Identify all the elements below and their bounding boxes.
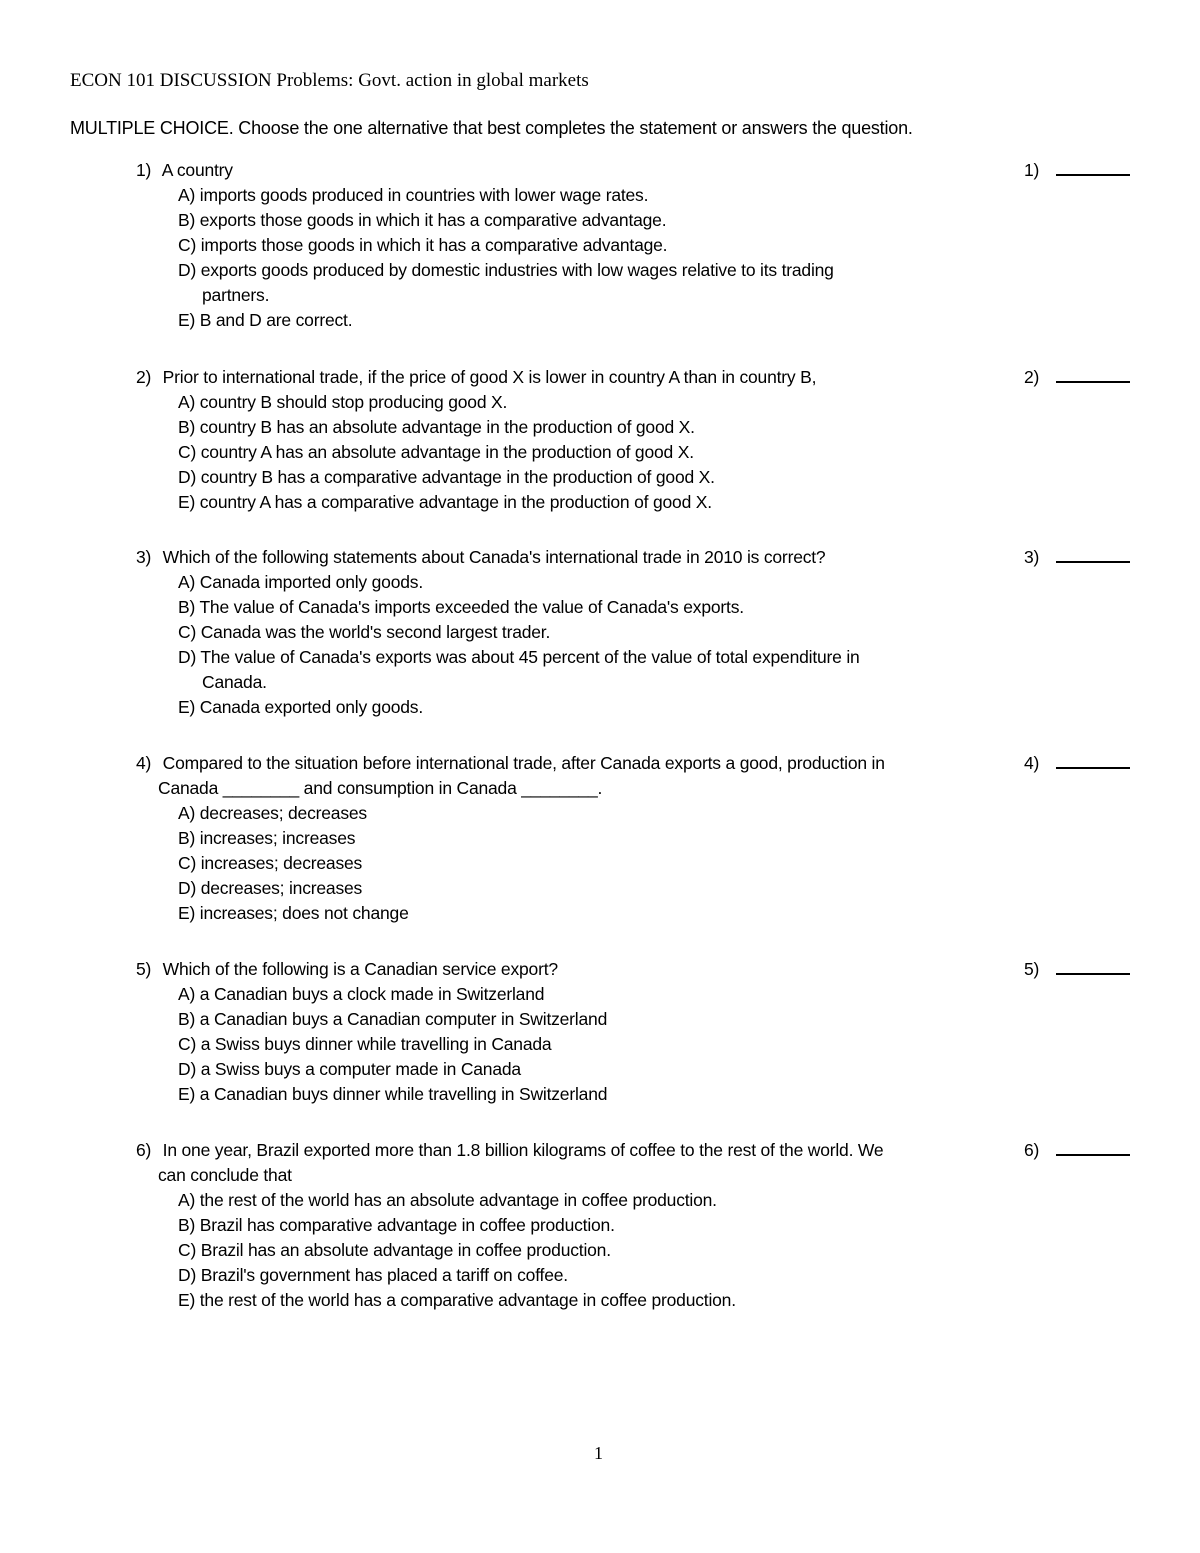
answer-blank[interactable]	[1056, 973, 1130, 975]
option-d: D) Brazil's government has placed a tariff on coffee.	[178, 1265, 568, 1285]
option-e: E) the rest of the world has a comparative advantage in coffee production.	[178, 1290, 736, 1310]
option-a: A) Canada imported only goods.	[178, 572, 423, 592]
question-6	[136, 1138, 1136, 1313]
option-b: B) increases; increases	[178, 828, 356, 848]
question-number: 4)	[136, 753, 152, 773]
question-1	[136, 158, 1136, 333]
document-header: ECON 101 DISCUSSION Problems: Govt. action in global markets	[70, 70, 589, 91]
option-c: C) Brazil has an absolute advantage in coffee production.	[178, 1240, 611, 1260]
option-b: B) The value of Canada's imports exceeded the value of Canada's exports.	[178, 597, 744, 617]
option-e: E) a Canadian buys dinner while travelling in Switzerland	[178, 1084, 608, 1104]
instructions: MULTIPLE CHOICE. Choose the one alternative that best completes the statement or answers the question.	[70, 118, 913, 138]
question-3	[136, 545, 1136, 720]
question-text: In one year, Brazil exported more than 1.8 billion kilograms of coffee to the rest of the world. We	[162, 1140, 884, 1160]
page-number: 1	[594, 1443, 603, 1463]
question-text: Which of the following statements about Canada's international trade in 2010 is correct?	[162, 547, 826, 567]
answer-blank[interactable]	[1056, 767, 1130, 769]
question-text: Which of the following is a Canadian service export?	[162, 959, 558, 979]
option-d-continued: partners.	[202, 285, 270, 305]
option-b: B) a Canadian buys a Canadian computer in Switzerland	[178, 1009, 608, 1029]
answer-label: 3)	[1024, 547, 1040, 567]
question-text-continued: Canada ________ and consumption in Canada ________.	[158, 778, 603, 798]
question-number: 1)	[136, 160, 152, 180]
option-e: E) Canada exported only goods.	[178, 697, 423, 717]
answer-label: 4)	[1024, 753, 1040, 773]
option-a: A) decreases; decreases	[178, 803, 367, 823]
option-e: E) country A has a comparative advantage in the production of good X.	[178, 492, 712, 512]
answer-label: 1)	[1024, 160, 1040, 180]
option-a: A) the rest of the world has an absolute advantage in coffee production.	[178, 1190, 717, 1210]
question-5	[136, 957, 1136, 1107]
question-text-continued: can conclude that	[158, 1165, 292, 1185]
option-c: C) imports those goods in which it has a comparative advantage.	[178, 235, 668, 255]
answer-label: 6)	[1024, 1140, 1040, 1160]
option-b: B) exports those goods in which it has a comparative advantage.	[178, 210, 667, 230]
option-a: A) a Canadian buys a clock made in Switzerland	[178, 984, 545, 1004]
option-a: A) imports goods produced in countries with lower wage rates.	[178, 185, 649, 205]
option-d: D) a Swiss buys a computer made in Canada	[178, 1059, 521, 1079]
option-d: D) exports goods produced by domestic industries with low wages relative to its trading	[178, 260, 834, 280]
option-e: E) increases; does not change	[178, 903, 409, 923]
option-c: C) increases; decreases	[178, 853, 363, 873]
option-d-continued: Canada.	[202, 672, 267, 692]
question-number: 5)	[136, 959, 152, 979]
question-4	[136, 751, 1136, 926]
option-c: C) Canada was the world's second largest trader.	[178, 622, 551, 642]
question-text: Prior to international trade, if the price of good X is lower in country A than in country B,	[162, 367, 817, 387]
option-e: E) B and D are correct.	[178, 310, 353, 330]
answer-blank[interactable]	[1056, 1154, 1130, 1156]
option-b: B) Brazil has comparative advantage in coffee production.	[178, 1215, 615, 1235]
option-d: D) The value of Canada's exports was about 45 percent of the value of total expenditure in	[178, 647, 860, 667]
answer-blank[interactable]	[1056, 561, 1130, 563]
question-text: Compared to the situation before international trade, after Canada exports a good, production in	[162, 753, 885, 773]
answer-label: 2)	[1024, 367, 1040, 387]
answer-blank[interactable]	[1056, 381, 1130, 383]
question-number: 2)	[136, 367, 152, 387]
option-c: C) country A has an absolute advantage in the production of good X.	[178, 442, 694, 462]
question-number: 6)	[136, 1140, 152, 1160]
question-text: A country	[161, 160, 233, 180]
option-d: D) decreases; increases	[178, 878, 363, 898]
option-a: A) country B should stop producing good X.	[178, 392, 508, 412]
answer-blank[interactable]	[1056, 174, 1130, 176]
answer-label: 5)	[1024, 959, 1040, 979]
option-d: D) country B has a comparative advantage in the production of good X.	[178, 467, 715, 487]
question-2	[136, 365, 1136, 515]
option-c: C) a Swiss buys dinner while travelling in Canada	[178, 1034, 552, 1054]
option-b: B) country B has an absolute advantage in the production of good X.	[178, 417, 695, 437]
question-number: 3)	[136, 547, 152, 567]
